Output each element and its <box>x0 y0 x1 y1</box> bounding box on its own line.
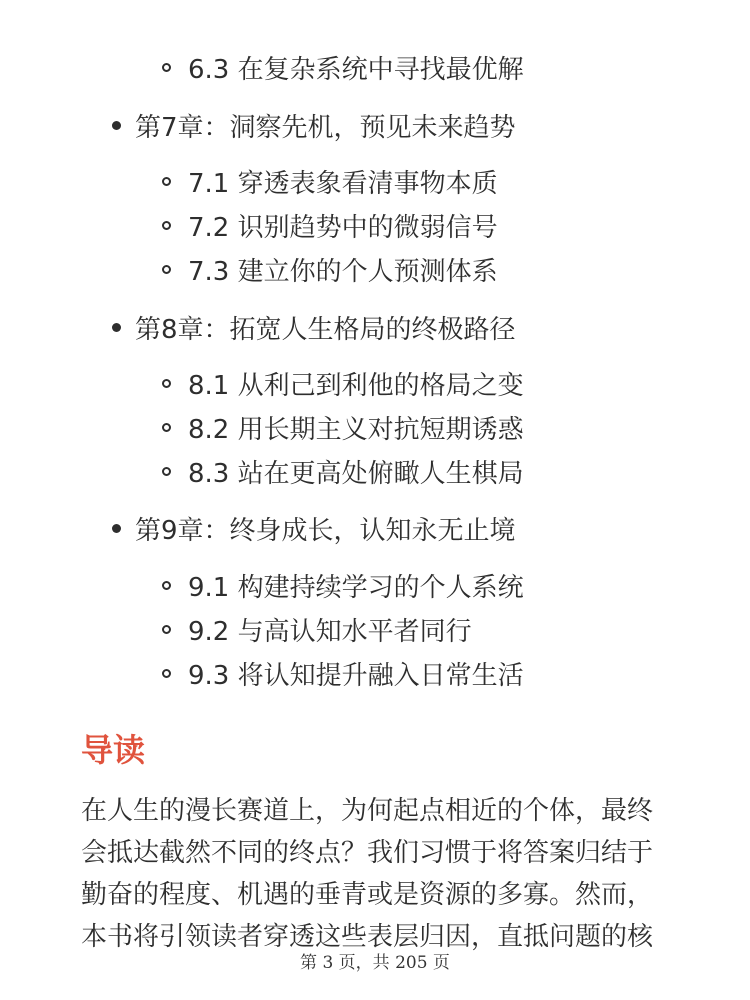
toc-section-label: 9.2 与高认知水平者同行 <box>188 617 472 647</box>
toc-section-label: 7.3 建立你的个人预测体系 <box>188 257 498 287</box>
circle-bullet-icon <box>162 265 171 274</box>
toc-section-label: 8.2 用长期主义对抗短期诱惑 <box>188 415 524 445</box>
toc-section-label: 7.1 穿透表象看清事物本质 <box>188 169 498 199</box>
intro-line: 在人生的漫长赛道上，为何起点相近的个体，最终 <box>81 796 654 826</box>
intro-heading: 导读 <box>81 731 146 769</box>
disc-bullet-icon <box>112 524 121 533</box>
circle-bullet-icon <box>162 581 171 590</box>
toc-chapter-label: 第9章：终身成长，认知永无止境 <box>135 516 516 546</box>
toc-chapter-label: 第8章：拓宽人生格局的终极路径 <box>135 315 516 345</box>
toc-section-8-2[interactable] <box>162 412 524 448</box>
toc-section-8-1[interactable] <box>162 368 524 404</box>
circle-bullet-icon <box>162 379 171 388</box>
intro-line: 会抵达截然不同的终点？我们习惯于将答案归结于 <box>81 838 654 868</box>
circle-bullet-icon <box>162 423 171 432</box>
circle-bullet-icon <box>162 625 171 634</box>
toc-chapter-7[interactable] <box>112 110 516 146</box>
circle-bullet-icon <box>162 63 171 72</box>
toc-chapter-label: 第7章：洞察先机，预见未来趋势 <box>135 113 516 143</box>
toc-section-label: 9.1 构建持续学习的个人系统 <box>188 573 524 603</box>
toc-section-7-1[interactable] <box>162 166 498 202</box>
toc-section-7-3[interactable] <box>162 254 498 290</box>
disc-bullet-icon <box>112 323 121 332</box>
intro-paragraph <box>81 790 681 958</box>
toc-section-7-2[interactable] <box>162 210 498 246</box>
toc-section-label: 8.3 站在更高处俯瞰人生棋局 <box>188 459 524 489</box>
circle-bullet-icon <box>162 221 171 230</box>
toc-section-label: 6.3 在复杂系统中寻找最优解 <box>188 55 524 85</box>
toc-chapter-8[interactable] <box>112 312 516 348</box>
toc-section-label: 9.3 将认知提升融入日常生活 <box>188 661 524 691</box>
toc-chapter-9[interactable] <box>112 513 516 549</box>
page-indicator: 第 3 页，共 205 页 <box>300 953 450 973</box>
disc-bullet-icon <box>112 121 121 130</box>
toc-section-8-3[interactable] <box>162 456 524 492</box>
toc-section-9-2[interactable] <box>162 614 472 650</box>
toc-section-label: 8.1 从利己到利他的格局之变 <box>188 371 524 401</box>
circle-bullet-icon <box>162 177 171 186</box>
toc-section-label: 7.2 识别趋势中的微弱信号 <box>188 213 498 243</box>
toc-section-6-3[interactable] <box>162 52 524 88</box>
circle-bullet-icon <box>162 467 171 476</box>
toc-section-9-3[interactable] <box>162 658 524 694</box>
circle-bullet-icon <box>162 669 171 678</box>
toc-section-9-1[interactable] <box>162 570 524 606</box>
intro-line: 本书将引领读者穿透这些表层归因，直抵问题的核 <box>81 922 654 952</box>
intro-line: 勤奋的程度、机遇的垂青或是资源的多寡。然而， <box>81 880 654 910</box>
